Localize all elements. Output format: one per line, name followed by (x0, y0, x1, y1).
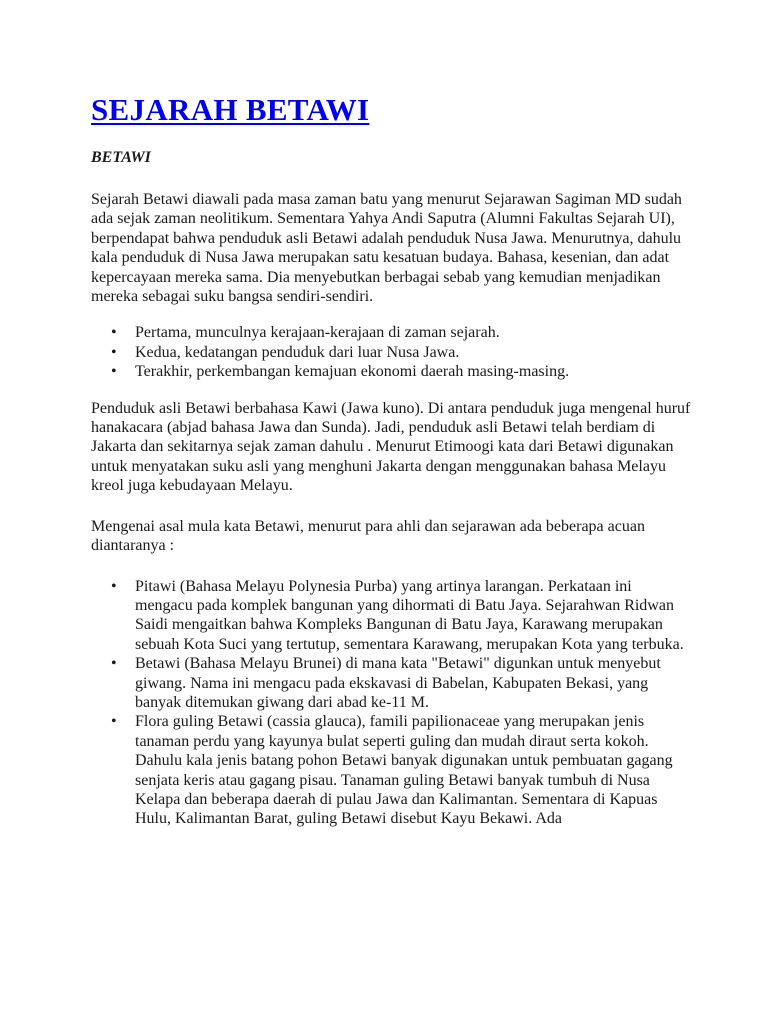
list-item: • Pitawi (Bahasa Melayu Polynesia Purba) yang artinya larangan. Perkataan ini mengacu pada komplek bangunan yang dihormati di Batu Jaya. Sejarahwan Ridwan Saidi mengaitkan bahwa Kompleks Bangunan di Batu Jaya, Karawang merupakan sebuah Kota Suci yang tertutup, sementara Karawang, merupakan Kota yang terbuka. (91, 577, 691, 655)
document-title-link[interactable]: SEJARAH BETAWI (91, 92, 370, 127)
list-item: • Betawi (Bahasa Melayu Brunei) di mana kata "Betawi" digunkan untuk menyebut giwang. Nama ini mengacu pada ekskavasi di Babelan, Kabupaten Bekasi, yang banyak ditemukan giwang dari abad ke-11 M. (91, 654, 691, 712)
paragraph-language: Penduduk asli Betawi berbahasa Kawi (Jawa kuno). Di antara penduduk juga mengenal huruf hanakacara (abjad bahasa Jawa dan Sunda). Jadi, penduduk asli Betawi telah berdiam di Jakarta dan sekitarnya sejak zaman dahulu . Menurut Etimoogi kata dari Betawi digunakan untuk menyatakan suku asli yang menghuni Jakarta dengan menggunakan bahasa Melayu kreol juga kebudayaan Melayu. (91, 399, 691, 495)
paragraph-intro: Sejarah Betawi diawali pada masa zaman batu yang menurut Sejarawan Sagiman MD sudah ada sejak zaman neolitikum. Sementara Yahya Andi Saputra (Alumni Fakultas Sejarah UI), berpendapat bahwa penduduk asli Betawi adalah penduduk Nusa Jawa. Menurutnya, dahulu kala penduduk di Nusa Jawa merupakan satu kesatuan budaya. Bahasa, kesenian, dan adat kepercayaan mereka sama. Dia menyebutkan berbagai sebab yang kemudian menjadikan mereka sebagai suku bangsa sendiri-sendiri. (91, 191, 682, 306)
list-item: • Terakhir, perkembangan kemajuan ekonomi daerah masing-masing. (91, 362, 691, 381)
origin-list (91, 577, 691, 829)
section-subtitle: BETAWI (91, 149, 151, 166)
paragraph-origin: Mengenai asal mula kata Betawi, menurut para ahli dan sejarawan ada beberapa acuan diantaranya : (91, 517, 645, 555)
list-item: • Flora guling Betawi (cassia glauca), famili papilionaceae yang merupakan jenis tanaman perdu yang kayunya bulat seperti guling dan mudah diraut serta kokoh. Dahulu kala jenis batang pohon Betawi banyak digunakan untuk pembuatan gagang senjata keris atau gagang pisau. Tanaman guling Betawi banyak tumbuh di Nusa Kelapa dan beberapa daerah di pulau Jawa dan Kalimantan. Sementara di Kapuas Hulu, Kalimantan Barat, guling Betawi disebut Kayu Bekawi. Ada (91, 712, 691, 828)
list-item: • Kedua, kedatangan penduduk dari luar Nusa Jawa. (91, 343, 691, 362)
document-page (91, 92, 691, 829)
reasons-list (91, 323, 691, 381)
list-item: • Pertama, munculnya kerajaan-kerajaan di zaman sejarah. (91, 323, 691, 342)
